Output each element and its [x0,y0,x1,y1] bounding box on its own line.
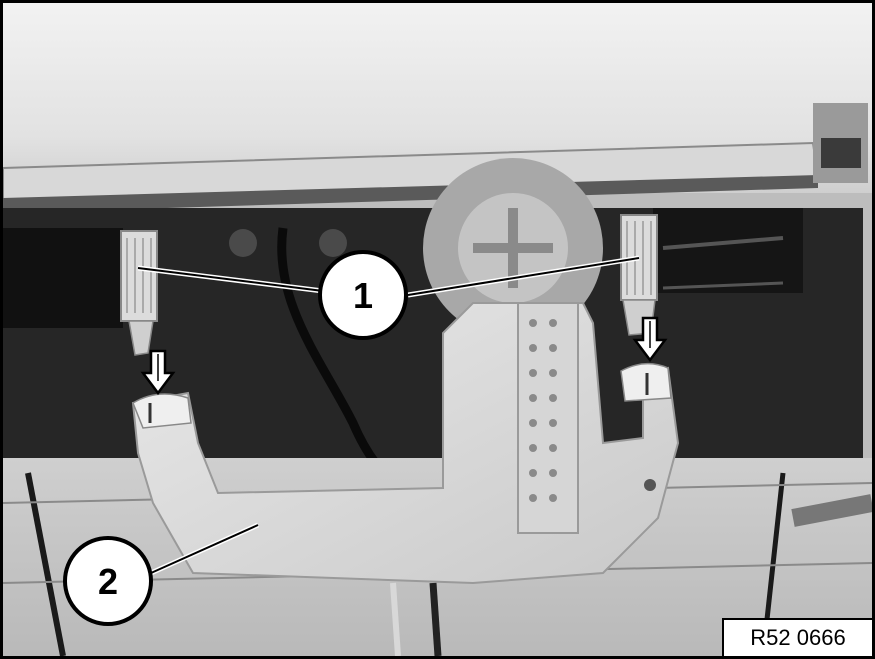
callout-1 [320,252,406,338]
callout-1-label: 1 [352,275,374,316]
callout-2 [65,538,151,624]
callout-2-label: 2 [97,561,119,602]
photo [3,3,872,656]
reference-code: R52 0666 [722,618,872,656]
